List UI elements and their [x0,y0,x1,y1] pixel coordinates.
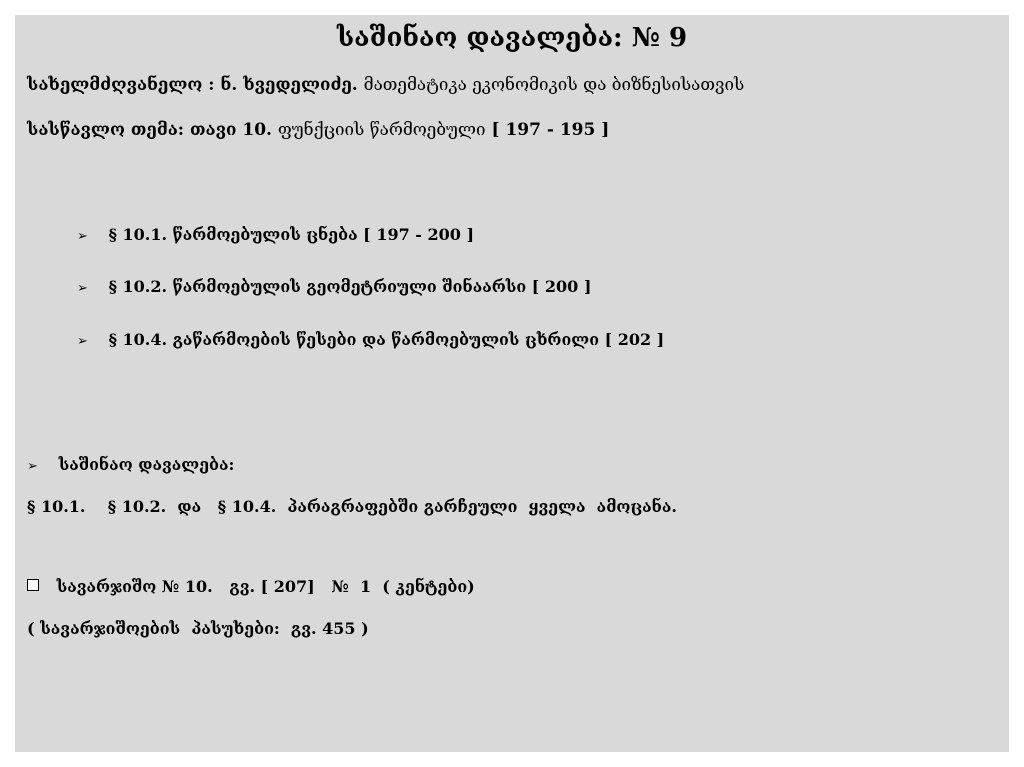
section-item [77,330,664,349]
topic-line [27,120,609,140]
arrow-bullet-icon: ➢ [27,459,38,474]
arrow-bullet-icon: ➢ [77,281,88,296]
section-item [77,225,474,244]
answers-line: ( სავარჯიშოების პასუხები: გვ. 455 ) [27,619,369,638]
section-item [77,277,591,296]
page-title: საშინაო დავალება: № 9 [336,23,688,53]
topic-pages: [ 197 - 195 ] [491,120,610,140]
textbook-line [27,75,744,95]
section-text: § 10.2. წარმოებულის გეომეტრიული შინაარსი [ 200 ] [108,277,592,296]
textbook-title: მათემატიკა ეკონომიკის და ბიზნესისათვის [363,75,745,95]
exercise-line [27,577,475,596]
square-bullet-icon [27,579,39,591]
arrow-bullet-icon: ➢ [77,229,88,244]
homework-heading [27,455,234,474]
homework-label: საშინაო დავალება: [58,455,235,474]
topic-label: სასწავლო თემა: თავი 10. [27,120,272,140]
section-text: § 10.1. წარმოებულის ცნება [ 197 - 200 ] [108,225,475,244]
exercise-text: სავარჯიშო № 10. გვ. [ 207] № 1 ( კენტები) [56,577,475,596]
topic-name: ფუნქციის წარმოებული [277,120,486,140]
textbook-author: ნ. ხვედელიძე. [220,75,358,95]
arrow-bullet-icon: ➢ [77,334,88,349]
slide [15,15,1009,752]
homework-text: § 10.1. § 10.2. და § 10.4. პარაგრაფებში გარჩეული ყველა ამოცანა. [27,497,677,516]
section-text: § 10.4. გაწარმოების წესები და წარმოებულის ცხრილი [ 202 ] [108,330,665,349]
textbook-label: სახელმძღვანელო : [27,75,215,95]
